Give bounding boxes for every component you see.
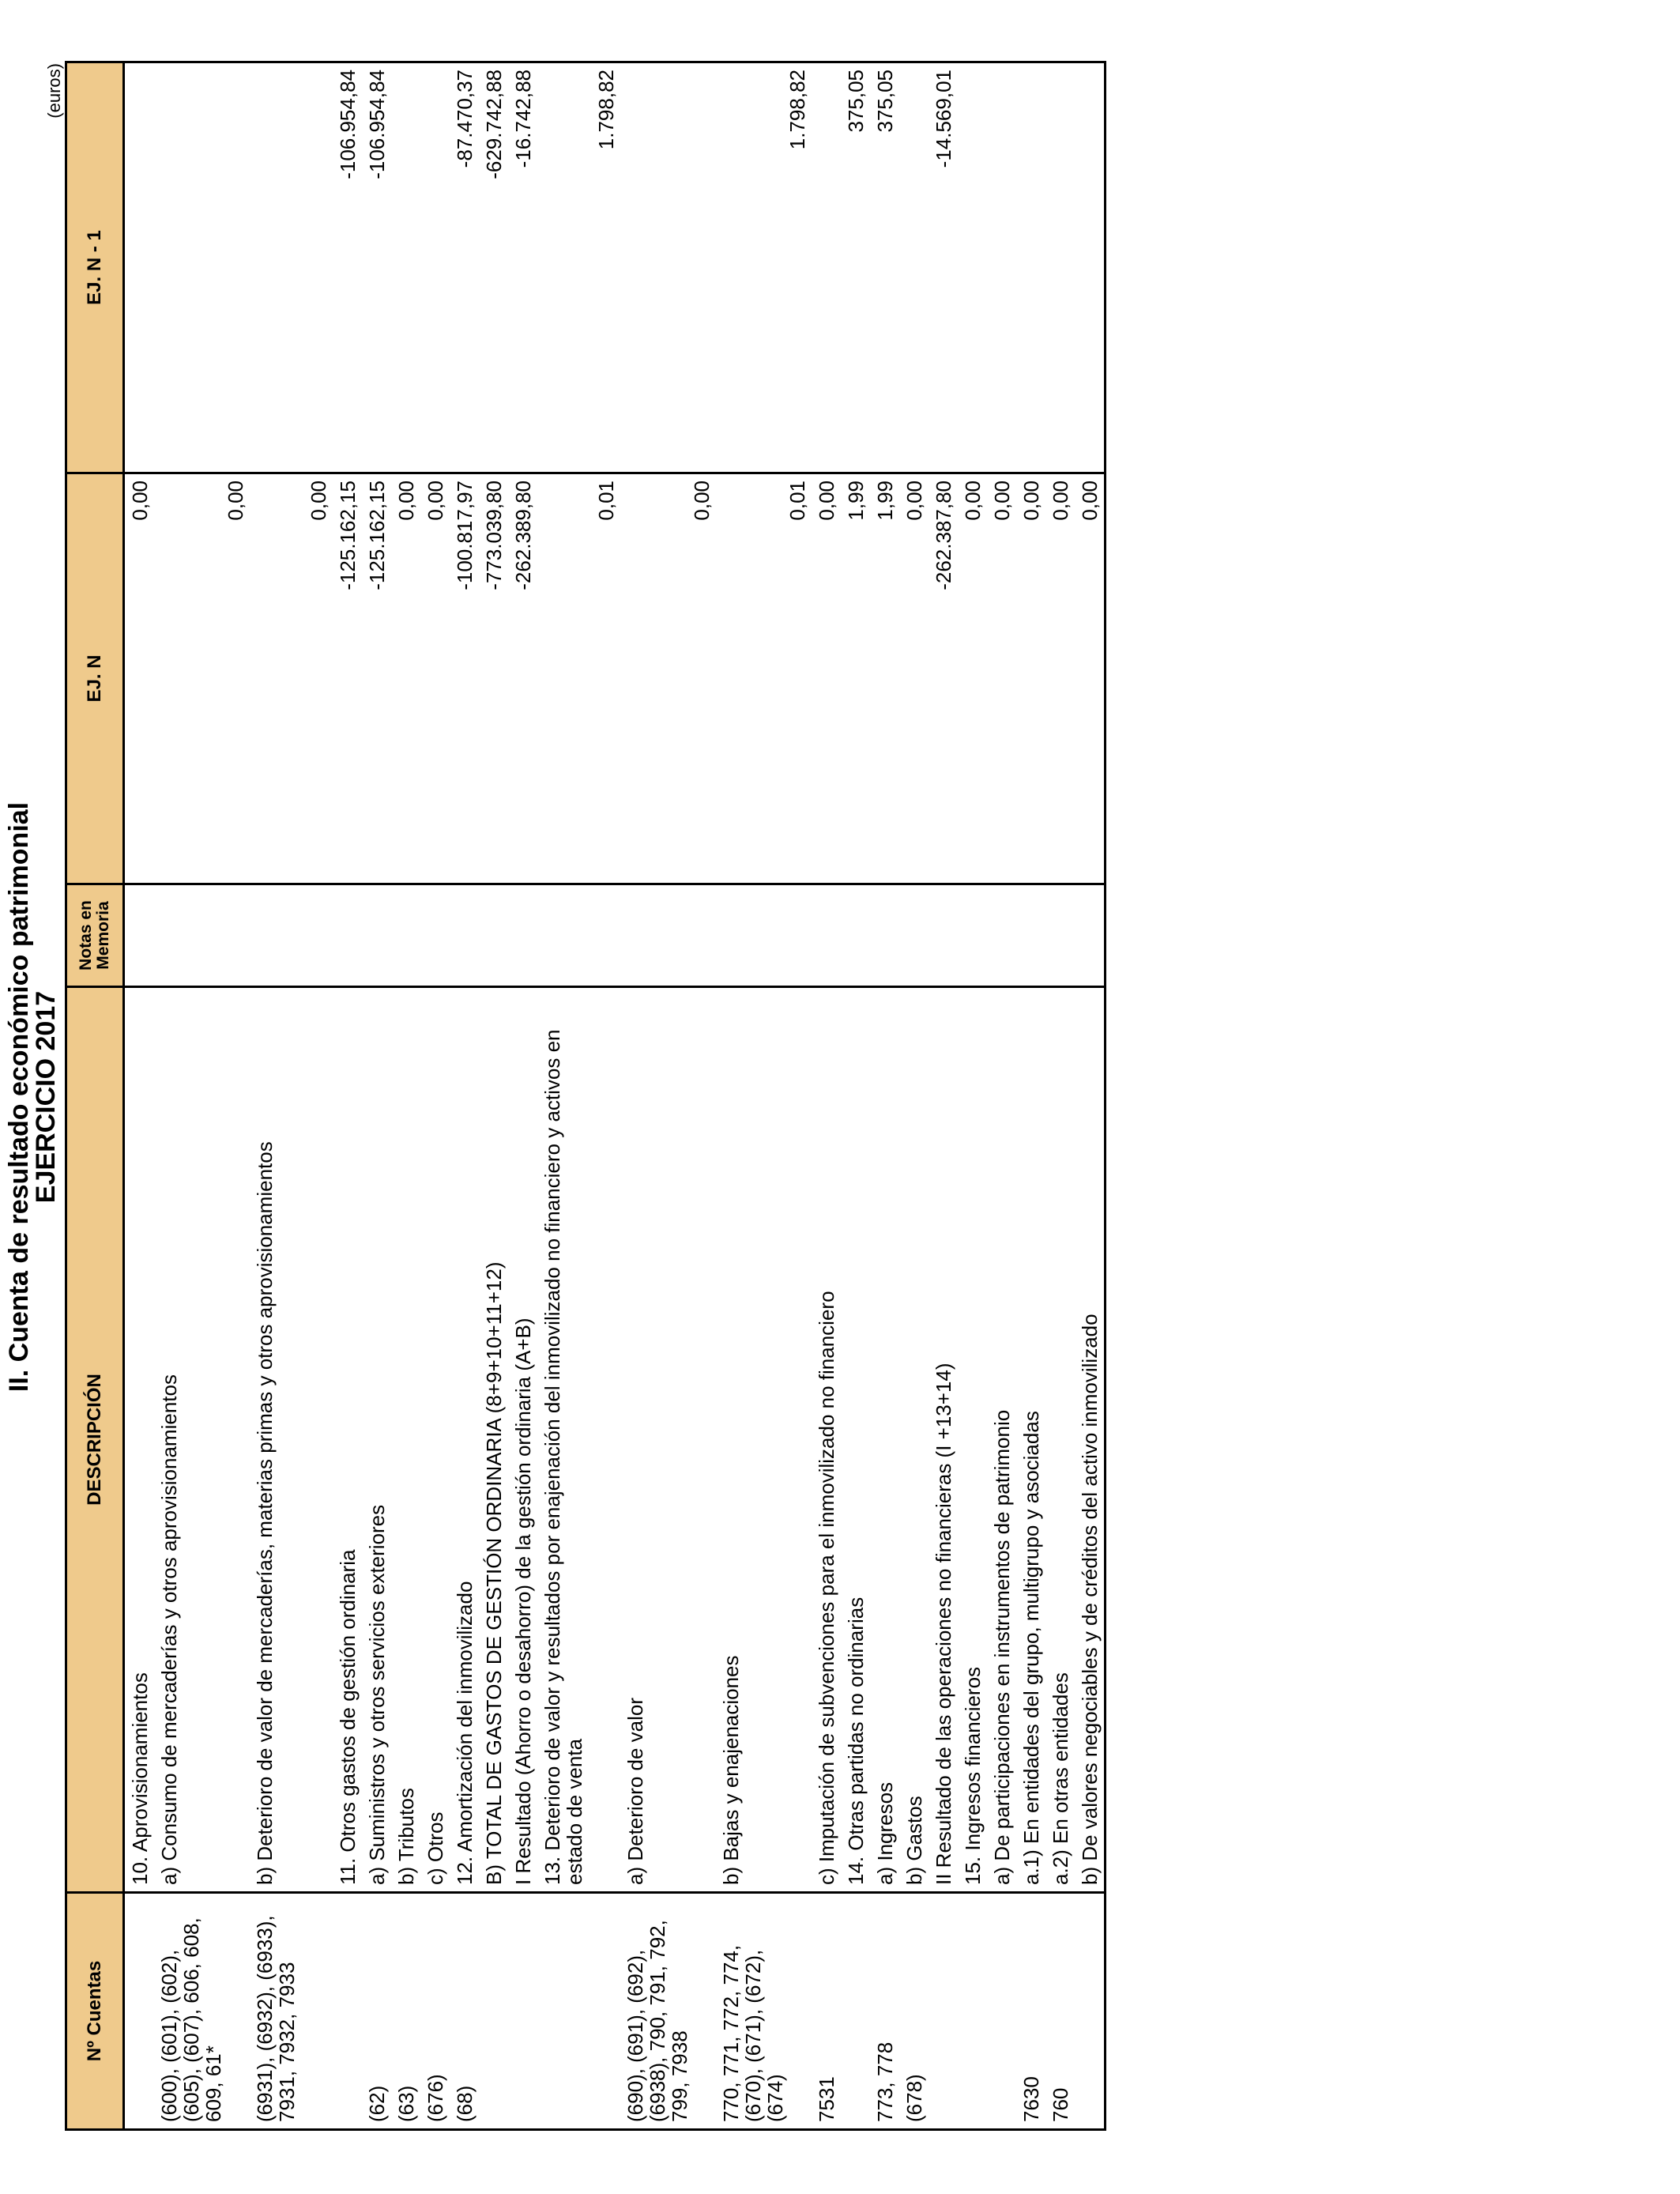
- account-codes-cell: (600), (601), (602), (605), (607), 606, 608, 609, 61*: [154, 1893, 250, 2130]
- header-cuentas: Nº Cuentas: [66, 1893, 124, 2130]
- account-codes-cell: 760: [1045, 1893, 1075, 2130]
- notes-cell: [620, 884, 716, 987]
- amount-prior-cell: [620, 62, 716, 473]
- amount-current-cell: 0,01: [537, 473, 620, 884]
- amount-current-cell: -125.162,15: [362, 473, 391, 884]
- account-codes-cell: [1075, 1893, 1106, 2130]
- amount-current-cell: -262.389,80: [508, 473, 537, 884]
- description-cell: a) Deterioro de valor: [620, 987, 716, 1893]
- amount-current-cell: 0,00: [958, 473, 987, 884]
- amount-prior-cell: [124, 62, 155, 473]
- amount-current-cell: 0,01: [716, 473, 812, 884]
- description-cell: 11. Otros gastos de gestión ordinaria: [333, 987, 362, 1893]
- amount-current-cell: -100.817,97: [450, 473, 479, 884]
- amount-current-cell: 0,00: [620, 473, 716, 884]
- amount-prior-cell: -106.954,84: [362, 62, 391, 473]
- notes-cell: [1045, 884, 1075, 987]
- account-codes-cell: 773, 778: [870, 1893, 899, 2130]
- account-codes-cell: [508, 1893, 537, 2130]
- description-cell: B) TOTAL DE GASTOS DE GESTIÓN ORDINARIA (8+9+10+11+12): [479, 987, 508, 1893]
- account-codes-cell: [958, 1893, 987, 2130]
- notes-cell: [333, 884, 362, 987]
- table-row: [1045, 62, 1075, 2130]
- amount-prior-cell: -16.742,88: [508, 62, 537, 473]
- description-cell: c) Otros: [420, 987, 450, 1893]
- description-cell: II Resultado de las operaciones no financieras (I +13+14): [929, 987, 958, 1893]
- amount-current-cell: 0,00: [391, 473, 420, 884]
- amount-prior-cell: [958, 62, 987, 473]
- units-label: (euros): [44, 63, 64, 119]
- amount-current-cell: 0,00: [124, 473, 155, 884]
- notes-cell: [508, 884, 537, 987]
- table-row: [420, 62, 450, 2130]
- table-row: [987, 62, 1016, 2130]
- table-row: [958, 62, 987, 2130]
- notes-cell: [987, 884, 1016, 987]
- description-cell: a.2) En otras entidades: [1045, 987, 1075, 1893]
- table-row: [1075, 62, 1106, 2130]
- account-codes-cell: [479, 1893, 508, 2130]
- table-header-row: [66, 62, 124, 2130]
- account-codes-cell: 770, 771, 772, 774, (670), (671), (672), (674): [716, 1893, 812, 2130]
- account-codes-cell: [841, 1893, 870, 2130]
- table-row: [508, 62, 537, 2130]
- notes-cell: [929, 884, 958, 987]
- amount-current-cell: -773.039,80: [479, 473, 508, 884]
- amount-prior-cell: -87.470,37: [450, 62, 479, 473]
- description-cell: b) De valores negociables y de créditos del activo inmovilizado: [1075, 987, 1106, 1893]
- table-row: [1016, 62, 1045, 2130]
- notes-cell: [154, 884, 250, 987]
- header-ej-n1: EJ. N - 1: [66, 62, 124, 473]
- description-cell: a) Consumo de mercaderías y otros aprovisionamientos: [154, 987, 250, 1893]
- table-row: [899, 62, 929, 2130]
- account-codes-cell: (678): [899, 1893, 929, 2130]
- amount-current-cell: 0,00: [1075, 473, 1106, 884]
- table-row: [841, 62, 870, 2130]
- table-row: [250, 62, 333, 2130]
- account-codes-cell: 7630: [1016, 1893, 1045, 2130]
- amount-current-cell: 1,99: [870, 473, 899, 884]
- amount-current-cell: 0,00: [154, 473, 250, 884]
- amount-prior-cell: [391, 62, 420, 473]
- notes-cell: [479, 884, 508, 987]
- amount-prior-cell: [812, 62, 841, 473]
- header-ej-n: EJ. N: [66, 473, 124, 884]
- table-row: [154, 62, 250, 2130]
- notes-cell: [812, 884, 841, 987]
- description-cell: 13. Deterioro de valor y resultados por enajenación del inmovilizado no financiero y activos en estado de venta: [537, 987, 620, 1893]
- amount-prior-cell: [420, 62, 450, 473]
- amount-prior-cell: -106.954,84: [333, 62, 362, 473]
- header-notas: Notas en Memoria: [66, 884, 124, 987]
- amount-prior-cell: -629.742,88: [479, 62, 508, 473]
- description-cell: b) Tributos: [391, 987, 420, 1893]
- table-row: [812, 62, 841, 2130]
- table-body: [124, 62, 1106, 2130]
- account-codes-cell: 7531: [812, 1893, 841, 2130]
- amount-current-cell: 0,00: [812, 473, 841, 884]
- report-subtitle: EJERCICIO 2017: [31, 990, 61, 1204]
- table-row: [391, 62, 420, 2130]
- amount-prior-cell: -14.569,01: [929, 62, 958, 473]
- amount-prior-cell: [1016, 62, 1045, 473]
- notes-cell: [124, 884, 155, 987]
- account-codes-cell: [929, 1893, 958, 2130]
- account-codes-cell: [987, 1893, 1016, 2130]
- description-cell: a.1) En entidades del grupo, multigrupo y asociadas: [1016, 987, 1045, 1893]
- amount-prior-cell: 375,05: [870, 62, 899, 473]
- description-cell: b) Bajas y enajenaciones: [716, 987, 812, 1893]
- report-title: II. Cuenta de resultado económico patrimonial: [4, 801, 34, 1393]
- description-cell: I Resultado (Ahorro o desahorro) de la gestión ordinaria (A+B): [508, 987, 537, 1893]
- amount-prior-cell: 375,05: [841, 62, 870, 473]
- notes-cell: [362, 884, 391, 987]
- table-row: [124, 62, 155, 2130]
- income-statement-table: [65, 61, 1106, 2131]
- description-cell: 14. Otras partidas no ordinarias: [841, 987, 870, 1893]
- account-codes-cell: (62): [362, 1893, 391, 2130]
- amount-prior-cell: [987, 62, 1016, 473]
- amount-current-cell: 0,00: [1016, 473, 1045, 884]
- notes-cell: [958, 884, 987, 987]
- description-cell: b) Gastos: [899, 987, 929, 1893]
- table-row: [362, 62, 391, 2130]
- notes-cell: [841, 884, 870, 987]
- description-cell: 15. Ingresos financieros: [958, 987, 987, 1893]
- amount-current-cell: 0,00: [250, 473, 333, 884]
- header-descripcion: DESCRIPCIÓN: [66, 987, 124, 1893]
- notes-cell: [420, 884, 450, 987]
- description-cell: a) Suministros y otros servicios exteriores: [362, 987, 391, 1893]
- amount-prior-cell: [1045, 62, 1075, 473]
- notes-cell: [899, 884, 929, 987]
- amount-prior-cell: [899, 62, 929, 473]
- table-row: [450, 62, 479, 2130]
- table-row: [537, 62, 620, 2130]
- description-cell: a) Ingresos: [870, 987, 899, 1893]
- notes-cell: [870, 884, 899, 987]
- description-cell: b) Deterioro de valor de mercaderías, materias primas y otros aprovisionamientos: [250, 987, 333, 1893]
- amount-current-cell: 0,00: [987, 473, 1016, 884]
- table-row: [333, 62, 362, 2130]
- notes-cell: [716, 884, 812, 987]
- notes-cell: [250, 884, 333, 987]
- table-row: [620, 62, 716, 2130]
- table-row: [929, 62, 958, 2130]
- table-row: [479, 62, 508, 2130]
- account-codes-cell: (676): [420, 1893, 450, 2130]
- table-row: [716, 62, 812, 2130]
- account-codes-cell: [333, 1893, 362, 2130]
- amount-prior-cell: 1.798,82: [537, 62, 620, 473]
- account-codes-cell: (6931), (6932), (6933), 7931, 7932, 7933: [250, 1893, 333, 2130]
- amount-prior-cell: [1075, 62, 1106, 473]
- amount-prior-cell: 1.798,82: [716, 62, 812, 473]
- table-row: [870, 62, 899, 2130]
- notes-cell: [391, 884, 420, 987]
- amount-current-cell: -262.387,80: [929, 473, 958, 884]
- description-cell: 10. Aprovisionamientos: [124, 987, 155, 1893]
- amount-current-cell: 0,00: [899, 473, 929, 884]
- notes-cell: [1075, 884, 1106, 987]
- amount-current-cell: 0,00: [420, 473, 450, 884]
- account-codes-cell: (690), (691), (692), (6938), 790, 791, 792, 799, 7938: [620, 1893, 716, 2130]
- account-codes-cell: (63): [391, 1893, 420, 2130]
- amount-current-cell: 1,99: [841, 473, 870, 884]
- amount-prior-cell: [154, 62, 250, 473]
- description-cell: c) Imputación de subvenciones para el inmovilizado no financiero: [812, 987, 841, 1893]
- amount-prior-cell: [250, 62, 333, 473]
- notes-cell: [1016, 884, 1045, 987]
- description-cell: a) De participaciones en instrumentos de patrimonio: [987, 987, 1016, 1893]
- account-codes-cell: [537, 1893, 620, 2130]
- notes-cell: [537, 884, 620, 987]
- account-codes-cell: [124, 1893, 155, 2130]
- description-cell: 12. Amortización del inmovilizado: [450, 987, 479, 1893]
- amount-current-cell: -125.162,15: [333, 473, 362, 884]
- notes-cell: [450, 884, 479, 987]
- amount-current-cell: 0,00: [1045, 473, 1075, 884]
- account-codes-cell: (68): [450, 1893, 479, 2130]
